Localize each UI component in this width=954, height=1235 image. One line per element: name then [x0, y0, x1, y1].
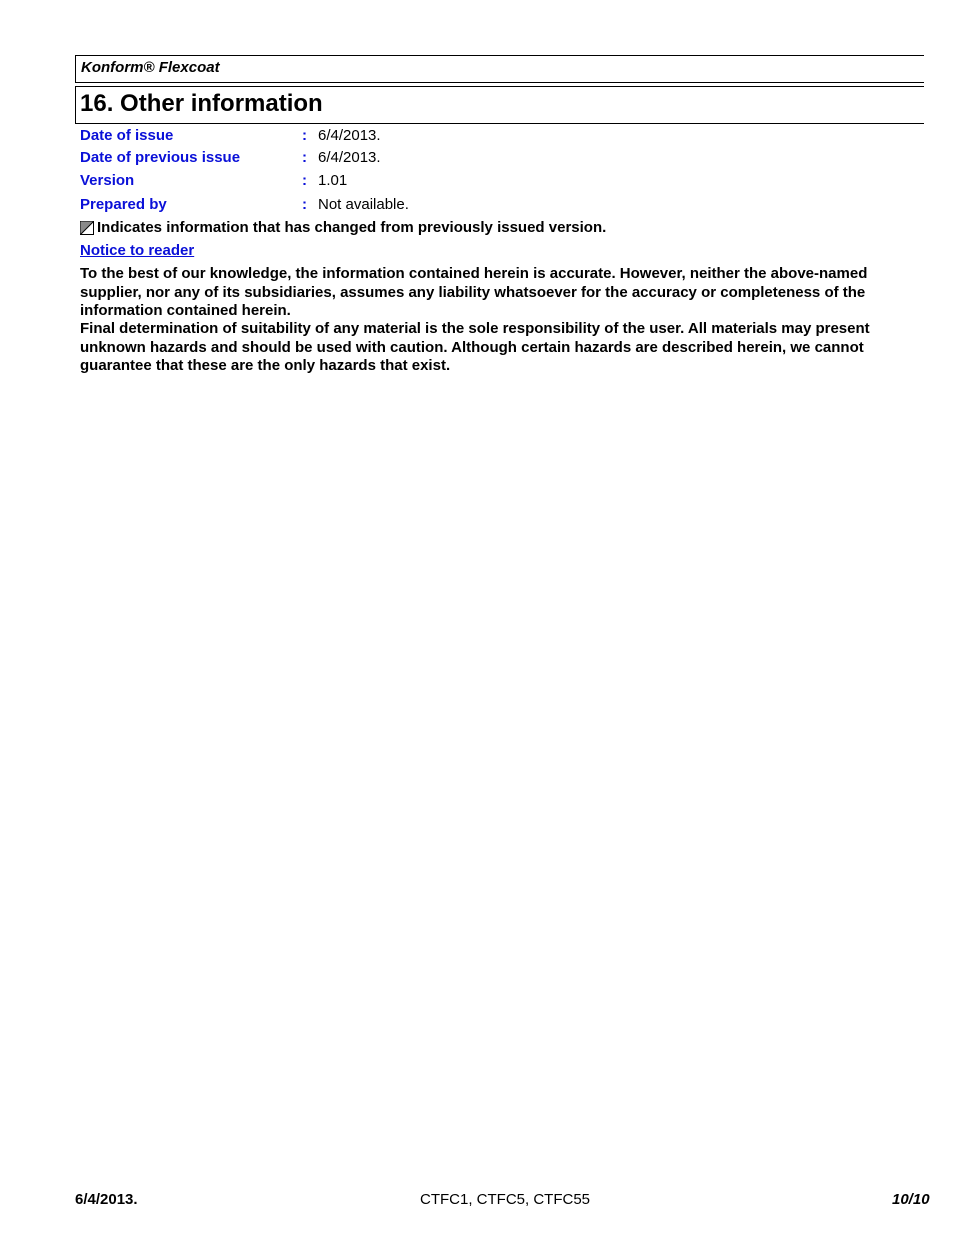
info-colon: :	[302, 172, 307, 189]
info-label: Date of previous issue	[80, 149, 241, 166]
footer-page-number: 10/10	[892, 1191, 930, 1208]
notice-paragraph-2: Final determination of suitability of any material is the sole responsibility of the user. All materials may present unknown hazards and should be used with caution. Although certain hazards are described herein, we cannot guarantee that these are the only hazards that exist.	[80, 320, 870, 374]
change-marker-icon	[80, 221, 94, 235]
product-name: Konform® Flexcoat	[81, 59, 220, 76]
info-value: Not available.	[318, 196, 409, 213]
info-value: 6/4/2013.	[318, 127, 381, 144]
info-label: Date of issue	[80, 127, 174, 144]
footer-date: 6/4/2013.	[75, 1191, 138, 1208]
info-value: 1.01	[318, 172, 348, 189]
product-name-header	[75, 55, 924, 83]
info-colon: :	[302, 149, 307, 166]
section-header	[75, 86, 924, 124]
info-label: Prepared by	[80, 196, 167, 213]
info-label: Version	[80, 172, 135, 189]
section-title: 16. Other information	[80, 90, 323, 117]
change-note	[80, 219, 606, 236]
notice-paragraph-1: To the best of our knowledge, the information contained herein is accurate. However, neither the above-named supplier, nor any of its subsidiaries, assumes any liability whatsoever for the accuracy or completeness of the information contained herein.	[80, 265, 868, 319]
info-value: 6/4/2013.	[318, 149, 381, 166]
change-note-text: Indicates information that has changed from previously issued version.	[97, 219, 607, 236]
notice-to-reader-link[interactable]: Notice to reader	[80, 242, 195, 259]
info-colon: :	[302, 127, 307, 144]
info-colon: :	[302, 196, 307, 213]
footer-product-codes: CTFC1, CTFC5, CTFC55	[420, 1191, 591, 1208]
